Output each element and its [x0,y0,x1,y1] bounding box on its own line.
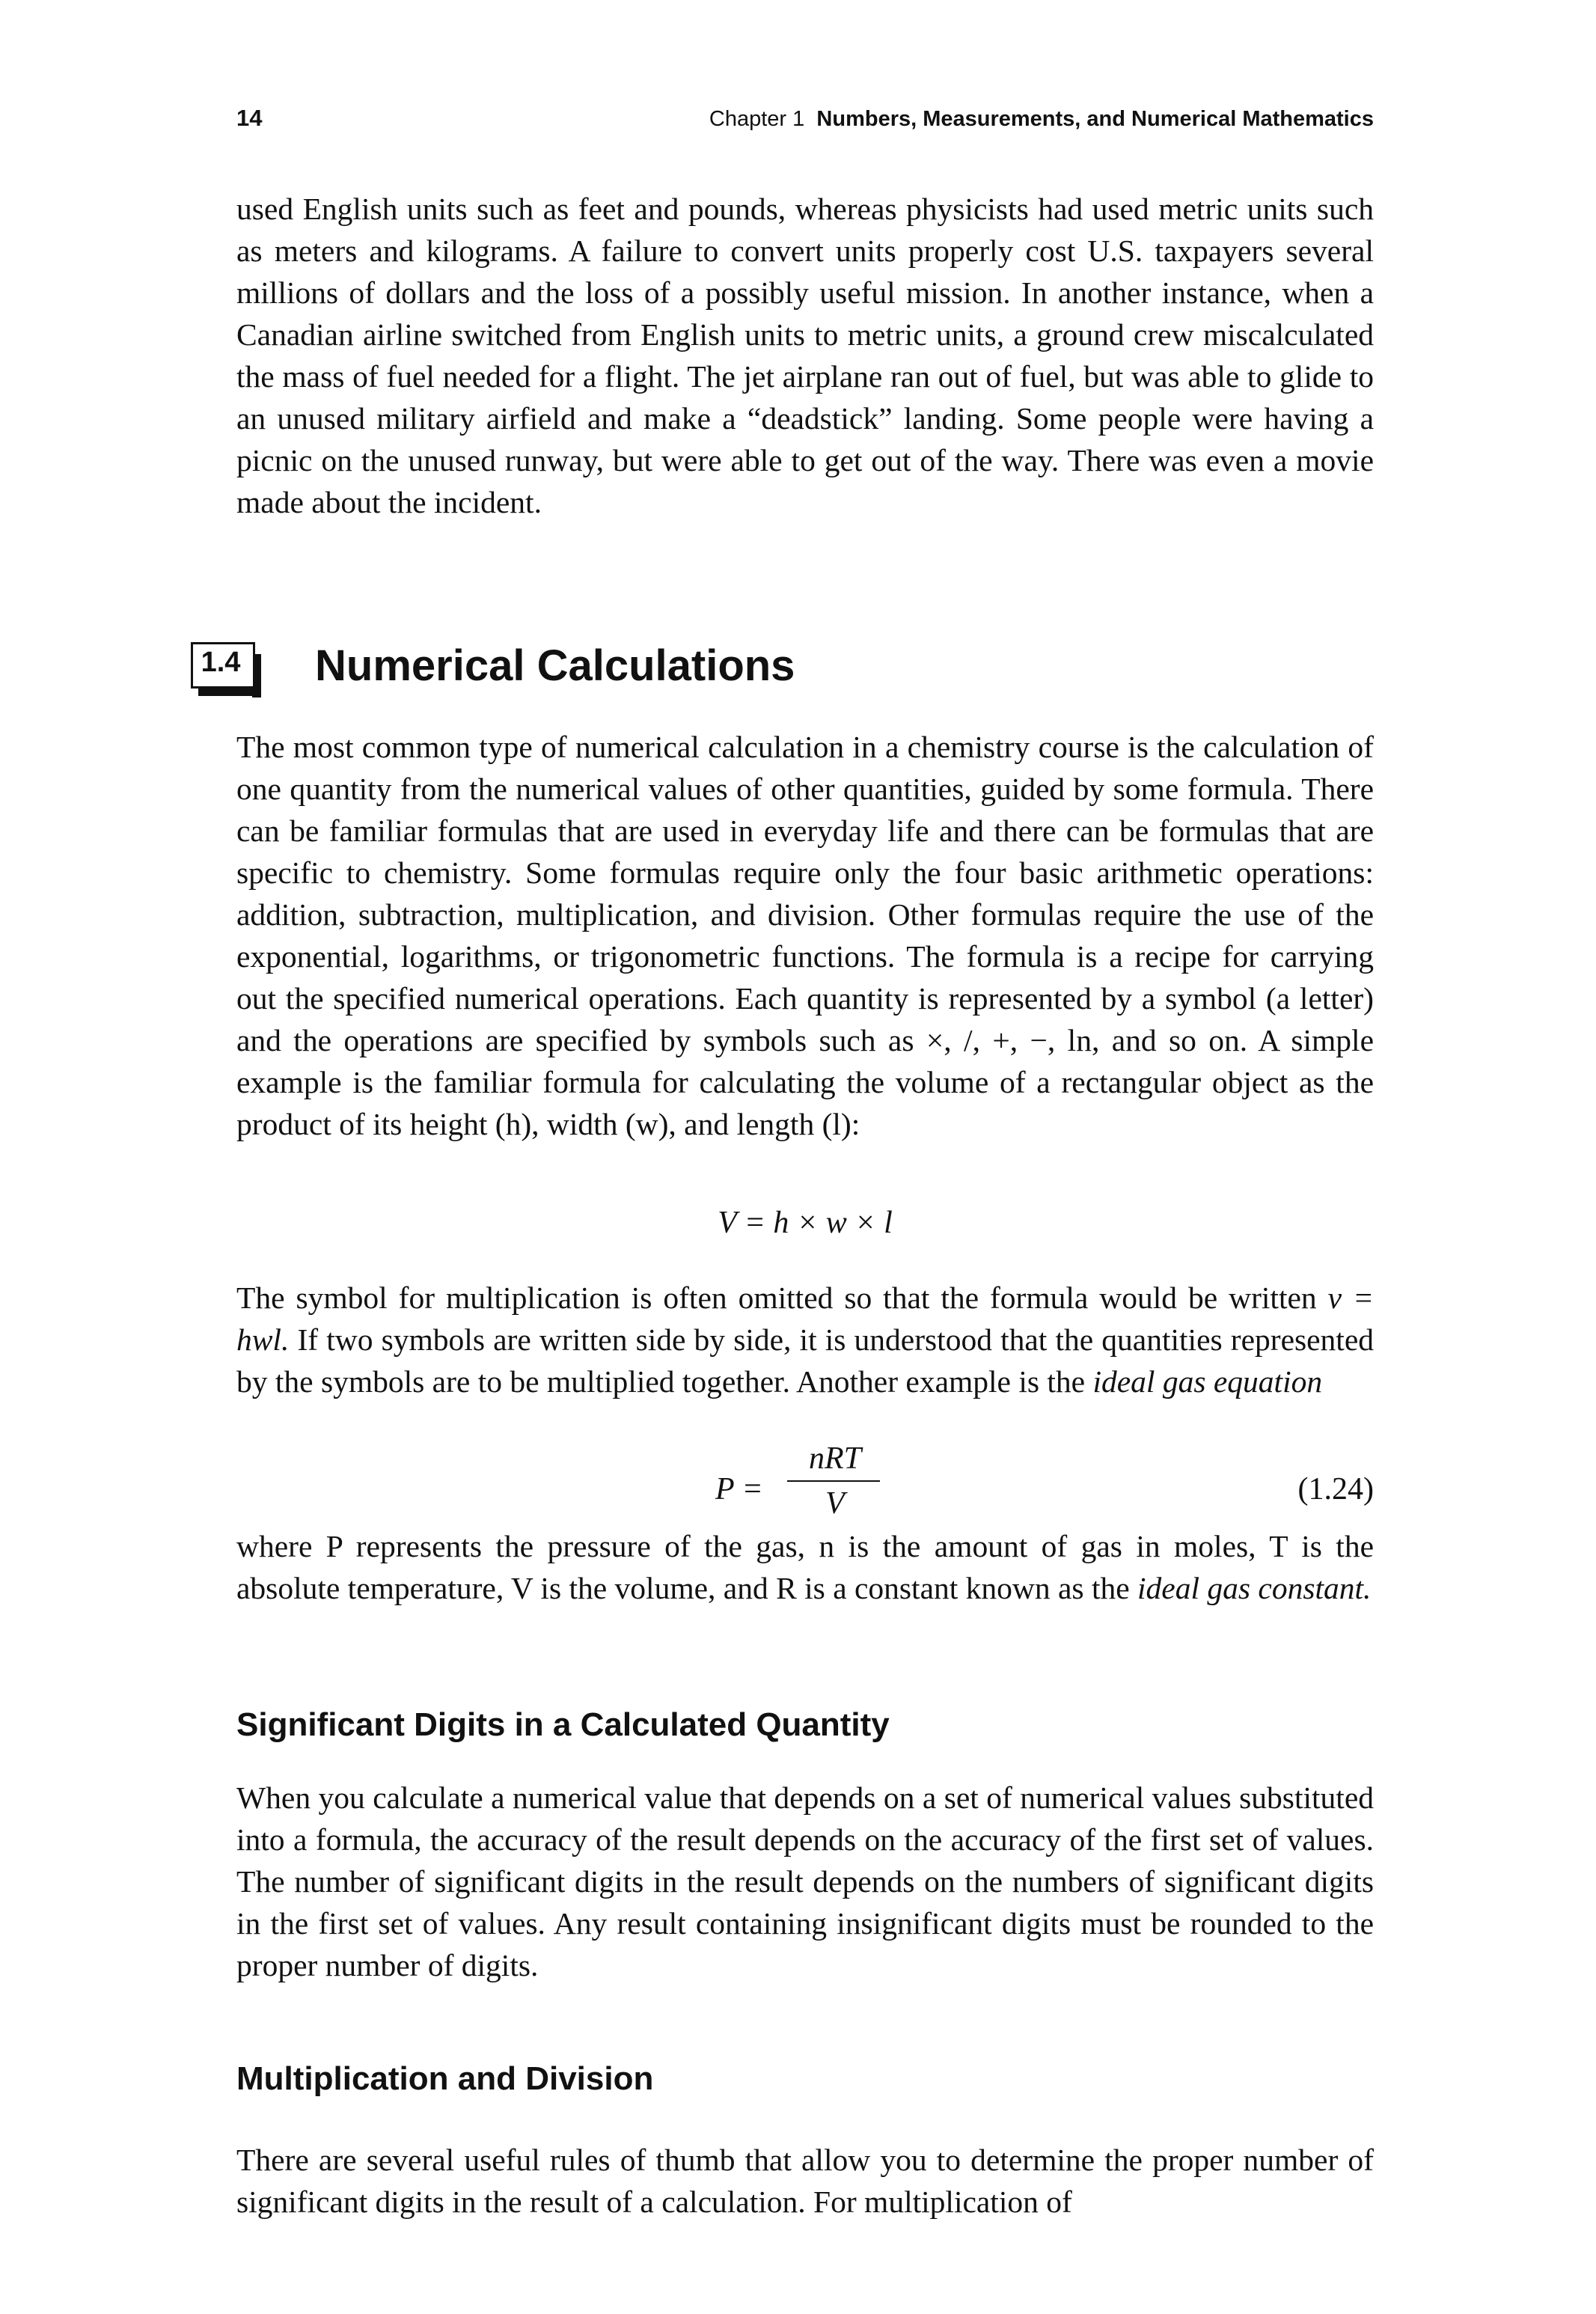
chapter-heading [709,107,1374,132]
equation-number: (1.24) [1297,1472,1374,1506]
page-number: 14 [236,105,263,131]
paragraph-text: where P represents the pressure of the gas, n is the amount of gas in moles, T is the absolute temperature, V is the volume, and R is a constant known as the [236,1529,1374,1605]
chapter-label: Chapter 1 [709,107,805,131]
section-heading [191,641,1373,700]
equation-volume: V = h × w × l [718,1206,893,1240]
section-number: 1.4 [201,647,241,678]
paragraph-gas-variables [236,1525,1374,1609]
term-ideal-gas-equation: ideal gas equation [1092,1364,1323,1399]
equation-fraction [783,1440,887,1522]
paragraph-rules-of-thumb: There are several useful rules of thumb that allow you to determine the proper number of significant digits in the result of a calculation. For multiplication of [236,2143,1374,2219]
section-title: Numerical Calculations [315,641,795,690]
paragraph-text: If two symbols are written side by side, it is understood that the quantities represented by the symbols are to be multiplied together. Another example is the [236,1322,1375,1399]
equation-lhs: P = [715,1472,763,1506]
paragraph-significant-digits: When you calculate a numerical value that depends on a set of numerical values substituted into a formula, the accuracy of the result depends on the accuracy of the first set of values. The number of significant digits in the result depends on the numbers of significant digits in the first set of values. Any result containing insignificant digits must be rounded to the proper number of digits. [236,1780,1374,1982]
fraction-bar [787,1480,880,1482]
subheading-significant-digits: Significant Digits in a Calculated Quantity [236,1706,890,1743]
fraction-numerator: nRT [808,1441,861,1476]
inline-equation: v = hwl. [236,1280,1374,1357]
paragraph-text: The symbol for multiplication is often omitted so that the formula would be written [236,1280,1317,1315]
equation-ideal-gas [236,1440,1374,1530]
chapter-title: Numbers, Measurements, and Numerical Mathematics [816,107,1374,131]
term-ideal-gas-constant: ideal gas constant. [1137,1571,1372,1605]
fraction-denominator: V [825,1486,845,1521]
subheading-multiplication-division: Multiplication and Division [236,2060,654,2097]
paragraph-units-failure: used English units such as feet and pounds, whereas physicists had used metric units such as meters and kilograms. A failure to convert units properly cost U.S. taxpayers several millions of dollars and the loss of a possibly useful mission. In another instance, when a Canadian airline switched from English units to metric units, a ground crew miscalculated the mass of fuel needed for a flight. The jet airplane ran out of fuel, but was able to glide to an unused military airfield and make a “deadstick” landing. Some people were having a picnic on the unused runway, but were able to get out of the way. There was even a movie made about the incident. [236,192,1374,519]
paragraph-numerical-calculation: The most common type of numerical calculation in a chemistry course is the calculation of one quantity from the numerical values of other quantities, guided by some formula. There can be familiar formulas that are used in everyday life and there can be formulas that are specific to chemistry. Some formulas require only the four basic arithmetic operations: addition, subtraction, multiplication, and division. Other formulas require the use of the exponential, logarithms, or trigonometric functions. The formula is a recipe for carrying out the specified numerical operations. Each quantity is represented by a symbol (a letter) and the operations are specified by symbols such as ×, /, +, −, ln, and so on. A simple example is the familiar formula for calculating the volume of a rectangular object as the product of its height (h), width (w), and length (l): [236,730,1374,1141]
running-header [236,105,1374,142]
paragraph-multiplication-symbol [236,1277,1374,1402]
